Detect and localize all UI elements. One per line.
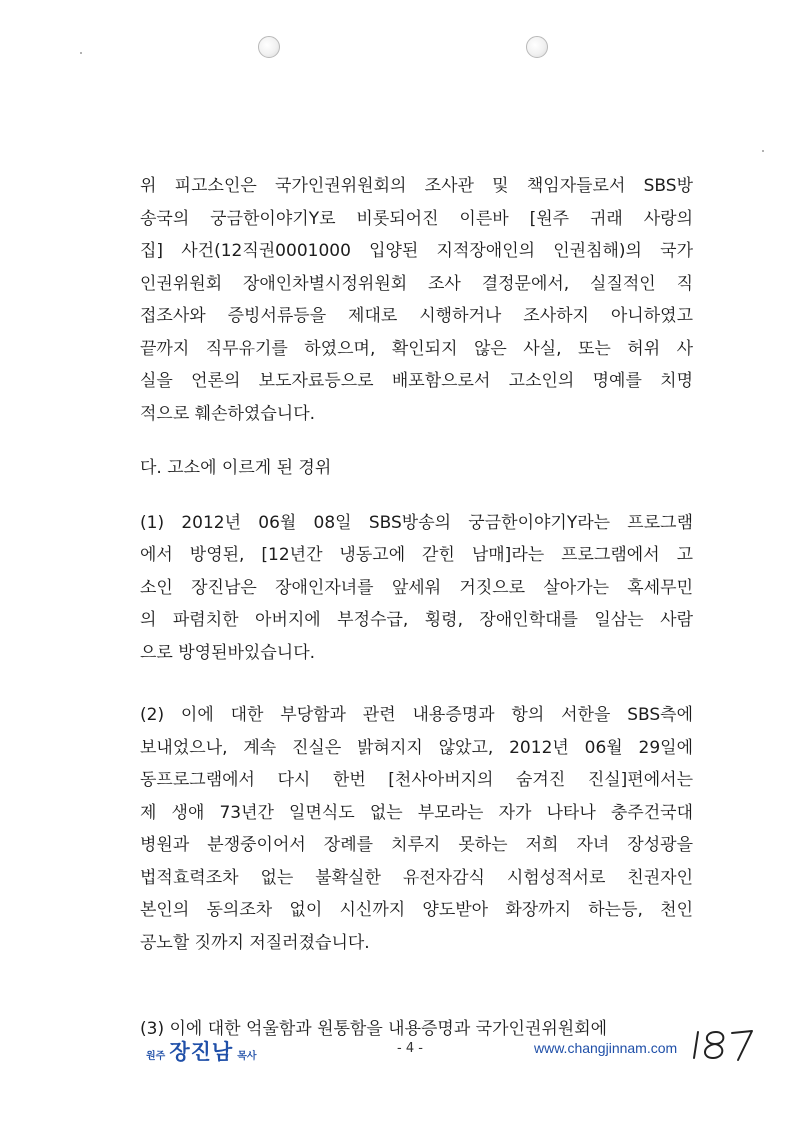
text-line: 공노할 짓까지 저질러졌습니다. bbox=[140, 932, 370, 953]
page-footer bbox=[0, 1030, 800, 1070]
text-line: 송국의 궁금한이야기Y로 비롯되어진 이른바 [원주 귀래 사랑의 bbox=[140, 208, 693, 229]
author-title: 목사 bbox=[237, 1051, 257, 1062]
section-heading-text: 다. 고소에 이르게 된 경위 bbox=[140, 458, 332, 478]
section-heading bbox=[140, 452, 693, 485]
page-number: - 4 - bbox=[397, 1041, 423, 1056]
text-line: 본인의 동의조차 없이 시신까지 양도받아 화장까지 하는등, 천인 bbox=[140, 900, 693, 920]
text-line: 법적효력조차 없는 불확실한 유전자감식 시험성적서로 친권자인 bbox=[140, 867, 693, 888]
paragraph-intro bbox=[140, 170, 693, 430]
text-line: 끝까지 직무유기를 하였으며, 확인되지 않은 사실, 또는 허위 사 bbox=[140, 338, 693, 359]
text-line: (3) 이에 대한 억울함과 원통함을 내용증명과 국가인권위원회에 bbox=[140, 1019, 608, 1039]
text-line: 동프로그램에서 다시 한번 [천사아버지의 숨겨진 진실]편에서는 bbox=[140, 770, 693, 790]
text-line: 보내었으나, 계속 진실은 밝혀지지 않았고, 2012년 06월 29일에 bbox=[140, 737, 693, 758]
text-line: 적으로 훼손하였습니다. bbox=[140, 403, 316, 424]
text-line: 실을 언론의 보도자료등으로 배포함으로서 고소인의 명예를 치명 bbox=[140, 371, 693, 391]
text-line: 위 피고소인은 국가인권위원회의 조사관 및 책임자들로서 SBS방 bbox=[140, 176, 693, 196]
scan-speck bbox=[80, 52, 82, 54]
text-line: 제 생애 73년간 일면식도 없는 부모라는 자가 나타나 충주건국대 bbox=[140, 802, 693, 823]
text-line: 인권위원회 장애인차별시정위원회 조사 결정문에서, 실질적인 직 bbox=[140, 273, 693, 294]
author-prefix: 원주 bbox=[146, 1051, 166, 1062]
text-line: (2) 이에 대한 부당함과 관련 내용증명과 항의 서한을 SBS측에 bbox=[140, 705, 693, 725]
punch-hole-right bbox=[526, 36, 548, 58]
text-line: 접조사와 증빙서류등을 제대로 시행하거나 조사하지 아니하였고 bbox=[140, 306, 693, 326]
paragraph-1 bbox=[140, 507, 693, 670]
punch-hole-left bbox=[258, 36, 280, 58]
author-name: 장진남 bbox=[169, 1040, 234, 1064]
handwritten-page-number bbox=[690, 1024, 760, 1064]
document-body bbox=[140, 170, 693, 1046]
text-line: 병원과 분쟁중이어서 장례를 치루지 못하는 저희 자녀 장성광을 bbox=[140, 835, 693, 855]
text-line: 의 파렴치한 아버지에 부정수급, 횡령, 장애인학대를 일삼는 사람 bbox=[140, 610, 693, 630]
paragraph-2 bbox=[140, 699, 693, 959]
website-link[interactable]: www.changjinnam.com bbox=[534, 1040, 678, 1056]
author-logo bbox=[146, 1036, 257, 1066]
text-line: 으로 방영된바있습니다. bbox=[140, 642, 316, 663]
text-line: (1) 2012년 06월 08일 SBS방송의 궁금한이야기Y라는 프로그램 bbox=[140, 512, 693, 533]
text-line: 소인 장진남은 장애인자녀를 앞세워 거짓으로 살아가는 혹세무민 bbox=[140, 577, 693, 598]
text-line: 집] 사건(12직권0001000 입양된 지적장애인의 인권침해)의 국가 bbox=[140, 241, 693, 261]
text-line: 에서 방영된, [12년간 냉동고에 갇힌 남매]라는 프로그램에서 고 bbox=[140, 545, 693, 565]
scan-speck bbox=[762, 150, 764, 152]
